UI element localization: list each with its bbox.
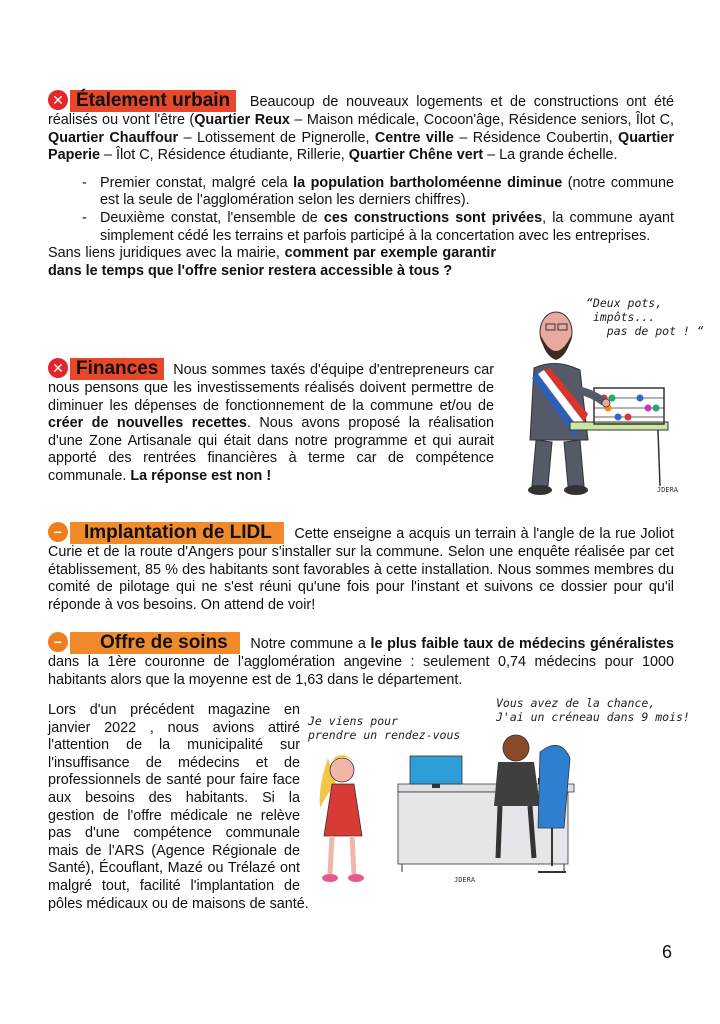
list-item: - Deuxième constat, l'ensemble de ces constructions sont privées, la commune ayant simplement cédé les terrains et parfois participé à la concertation avec les entreprises. <box>48 210 674 245</box>
cartoon2-signature: JDERA <box>454 876 476 884</box>
section-lidl: − Implantation de LIDL Cette enseigne a acquis un terrain à l'angle de la rue Joliot Curie et de la route d'Angers pour s'installer sur la commune. Selon une enquête réalisée par cet établissement, 85 % des habitants sont favorables à cette installation. Nous sommes membres du comité de pilotage qui ne s'est réuni qu'une fois pour l'instant et suivons ce dossier pour qu'il réponde à vos besoins. On attend de voir! <box>48 522 674 613</box>
minus-circle-icon: − <box>48 522 68 542</box>
cartoon-mayor-abacus <box>508 290 704 500</box>
constats-list <box>48 175 674 245</box>
senior-question: Sans liens juridiques avec la mairie, comment par exemple garantir dans le temps que l'offre senior restera accessible à tous ? <box>48 245 496 279</box>
soins-title: Offre de soins <box>70 632 240 654</box>
section-offre-de-soins: − Offre de soins Notre commune a le plus faible taux de médecins généralistes dans la 1ère couronne de l'agglomération angevine : seulement 0,74 médecins pour 1000 habitants alors que la moyenne est de 1,63 dans le département. <box>48 632 675 688</box>
page-number: 6 <box>661 942 672 962</box>
minus-circle-icon: − <box>48 632 68 652</box>
cartoon-doctor-appointment <box>302 696 690 892</box>
list-item: - Premier constat, malgré cela la population bartholoméenne diminue (notre commune est la seule de l'agglomération selon les derniers chiffres). <box>48 175 674 210</box>
etalement-title: Étalement urbain <box>70 90 236 112</box>
section-etalement-urbain <box>48 90 674 280</box>
section-finances: ✕ Finances Nous sommes taxés d'équipe d'entrepreneurs car nous pensons que les investissements réalisés doivent permettre de diminuer les dépenses de fonctionnement de la commune et/ou de créer de nouvelles recettes. Nous avons proposé la réalisation d'une Zone Artisanale qui était dans notre programme et qui aurait apporté des rentrées financières à terme car de compétence communale. La réponse est non ! <box>48 358 494 484</box>
doctor-speech-bubble: Vous avez de la chance, J'ai un créneau dans 9 mois! <box>496 696 690 724</box>
cartoon1-signature: JDERA <box>656 486 678 494</box>
x-circle-icon: ✕ <box>48 358 68 378</box>
patient-speech-bubble: Je viens pour prendre un rendez-vous <box>308 714 461 742</box>
x-circle-icon: ✕ <box>48 90 68 110</box>
mayor-speech-bubble: “Deux pots, impôts... pas de pot ! “ <box>586 296 704 338</box>
soins-paragraph-2: Lors d'un précédent magazine en janvier 2022 , nous avions attiré l'attention de la municipalité sur l'insuffisance de médecins et de professionnels de santé pour faire face aux besoins des habitants. Si la gestion de l'offre médicale ne relève pas d'une compétence communale mais de l'ARS (Agence Régionale de Santé), Écouflant, Mazé ou Trélazé ont malgré tout, facilité l'implantation de pôles médicaux ou de maisons de santé. <box>48 702 678 913</box>
lidl-title: Implantation de LIDL <box>70 522 284 544</box>
finances-title: Finances <box>70 358 164 380</box>
etalement-paragraph: ✕ Étalement urbain Beaucoup de nouveaux logements et de constructions ont été réalisés ou vont l'être (Quartier Reux – Maison médicale, Cocoon'âge, Résidence seniors, Îlot C, Quartier Chauffour – Lotissement de Pignerolle, Centre ville – Résidence Coubertin, Quartier Paperie – Îlot C, Résidence étudiante, Rillerie, Quartier Chêne vert – La grande échelle. <box>48 90 674 164</box>
